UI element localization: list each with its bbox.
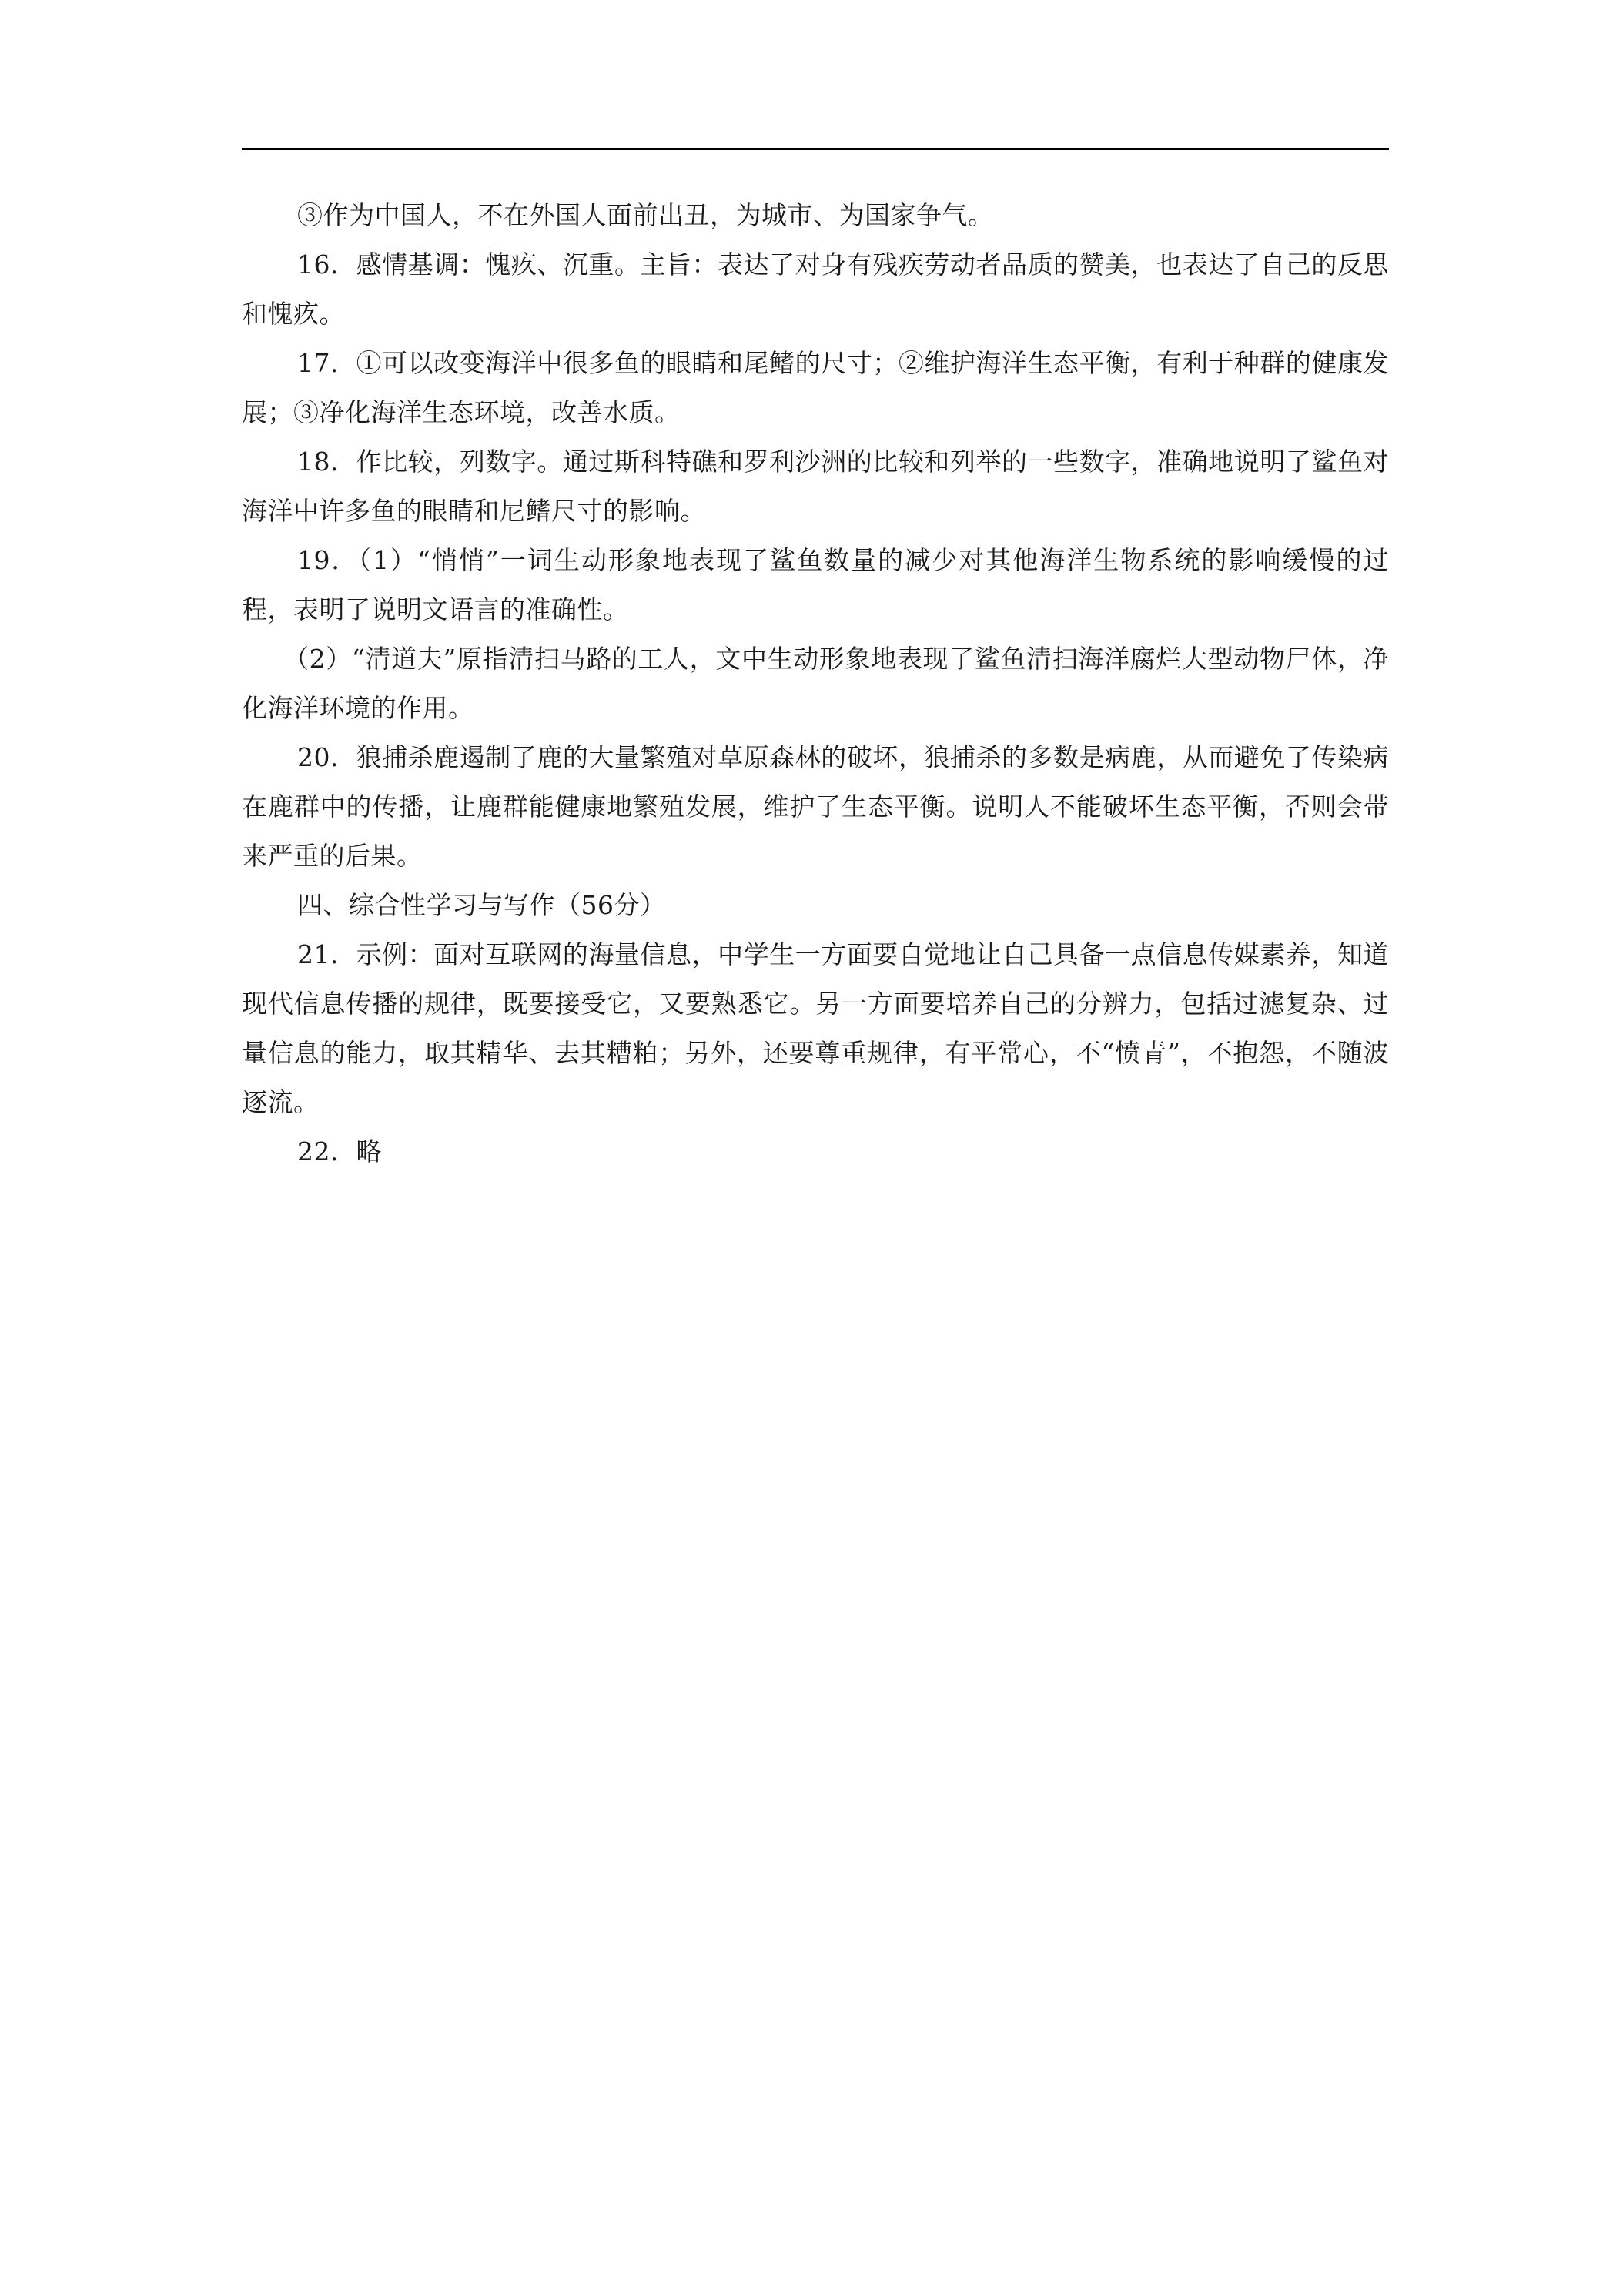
section-heading-4: 四、综合性学习与写作（56分） <box>297 890 666 920</box>
answer-20: 20．狼捕杀鹿遏制了鹿的大量繁殖对草原森林的破坏，狼捕杀的多数是病鹿，从而避免了传染病在鹿群中的传播，让鹿群能健康地繁殖发展，维护了生态平衡。说明人不能破坏生态平衡，否则会带来严重的后果。 <box>242 742 1389 871</box>
answer-19-part-2: （2）“清道夫”原指清扫马路的工人，文中生动形象地表现了鲨鱼清扫海洋腐烂大型动物尸体，净化海洋环境的作用。 <box>242 644 1389 723</box>
answer-22: 22．略 <box>297 1136 382 1166</box>
answer-18: 18．作比较，列数字。通过斯科特礁和罗利沙洲的比较和列举的一些数字，准确地说明了鲨鱼对海洋中许多鱼的眼睛和尼鳍尺寸的影响。 <box>242 447 1389 526</box>
answer-16: 16．感情基调：愧疚、沉重。主旨：表达了对身有残疾劳动者品质的赞美，也表达了自己的反思和愧疚。 <box>242 249 1389 329</box>
answer-15-item-3: ③作为中国人，不在外国人面前出丑，为城市、为国家争气。 <box>297 200 994 230</box>
answer-content <box>242 191 1389 1176</box>
answer-21: 21．示例：面对互联网的海量信息，中学生一方面要自觉地让自己具备一点信息传媒素养，知道现代信息传播的规律，既要接受它，又要熟悉它。另一方面要培养自己的分辨力，包括过滤复杂、过量信息的能力，取其精华、去其糟粕；另外，还要尊重规律，有平常心，不“愤青”，不抱怨，不随波逐流。 <box>242 939 1389 1117</box>
answer-17: 17．①可以改变海洋中很多鱼的眼睛和尾鳍的尺寸；②维护海洋生态平衡，有利于种群的健康发展；③净化海洋生态环境，改善水质。 <box>242 348 1389 427</box>
header-rule <box>242 148 1389 150</box>
answer-19-part-1: 19．（1）“悄悄”一词生动形象地表现了鲨鱼数量的减少对其他海洋生物系统的影响缓慢的过程，表明了说明文语言的准确性。 <box>242 545 1389 624</box>
